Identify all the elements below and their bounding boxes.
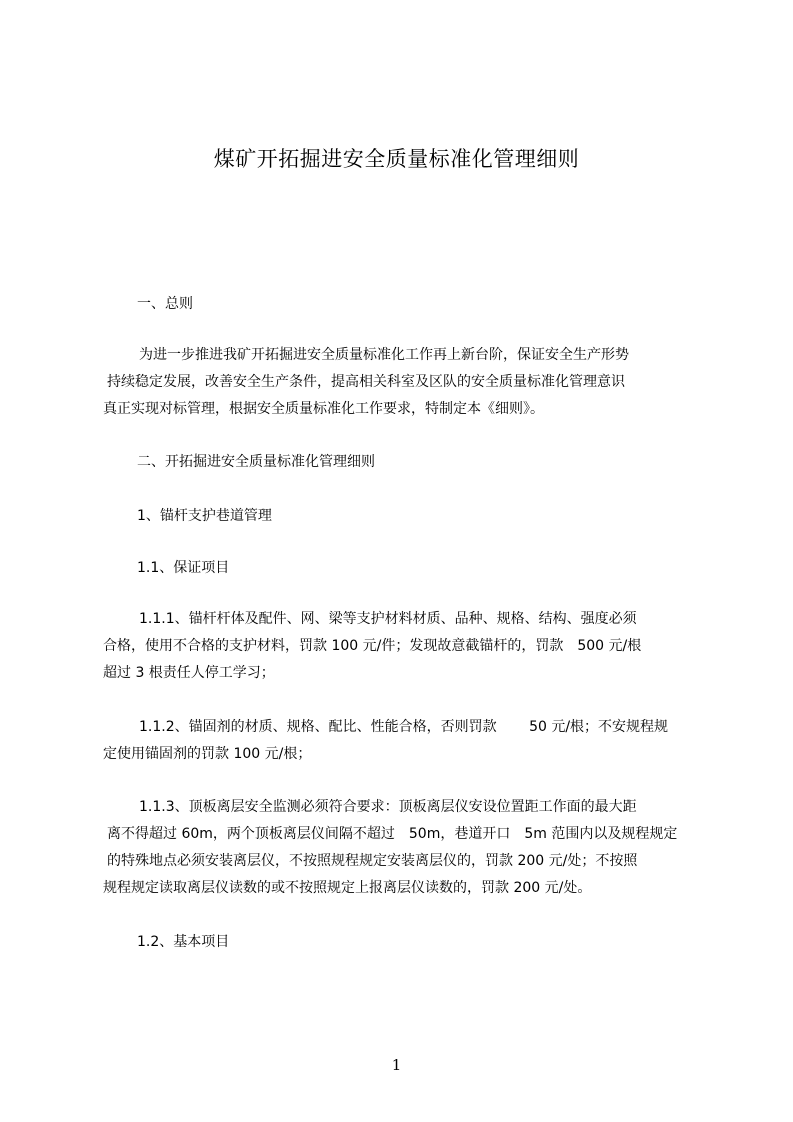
paragraph-item-1-1-1 [103, 606, 707, 687]
paragraph-general [103, 342, 707, 423]
paragraph-line: 1.1.1、锚杆杆体及配件、网、梁等支护材料材质、品种、规格、结构、强度必须 [139, 611, 637, 627]
page-number: 1 [391, 1056, 402, 1074]
paragraph-line: 持续稳定发展，改善安全生产条件，提高相关科室及区队的安全质量标准化管理意识 [107, 374, 625, 390]
section-heading-general: 一、总则 [137, 296, 193, 312]
document-title: 煤矿开拓掘进安全质量标准化管理细则 [213, 147, 580, 171]
section-heading-rules: 二、开拓掘进安全质量标准化管理细则 [137, 454, 375, 470]
paragraph-line: 离不得超过 60m，两个顶板离层仪间隔不超过 50m，巷道开口 5m 范围内以及规程规定 [107, 826, 678, 842]
paragraph-line: 合格，使用不合格的支护材料，罚款 100 元/件；发现故意截锚杆的，罚款 500 元/根 [103, 638, 642, 654]
paragraph-line: 真正实现对标管理，根据安全质量标准化工作要求，特制定本《细则》。 [103, 401, 544, 417]
paragraph-line: 规程规定读取离层仪读数的或不按照规定上报离层仪读数的，罚款 200 元/处。 [103, 880, 592, 896]
paragraph-item-1-1-2 [103, 714, 707, 768]
paragraph-line: 1.1.3、顶板离层安全监测必须符合要求：顶板离层仪安设位置距工作面的最大距 [139, 799, 637, 815]
paragraph-line: 为进一步推进我矿开拓掘进安全质量标准化工作再上新台阶，保证安全生产形势 [139, 347, 629, 363]
paragraph-item-1-1-3 [103, 794, 707, 902]
paragraph-line: 超过 3 根责任人停工学习； [103, 665, 275, 681]
subsection-heading-guarantee-items: 1.1、保证项目 [137, 560, 230, 576]
subsection-heading-bolt-support: 1、锚杆支护巷道管理 [137, 508, 272, 524]
paragraph-line: 定使用锚固剂的罚款 100 元/根； [103, 746, 312, 762]
paragraph-line: 的特殊地点必须安装离层仪，不按照规程规定安装离层仪的，罚款 200 元/处；不按照 [107, 853, 638, 869]
subsection-heading-basic-items: 1.2、基本项目 [137, 934, 230, 950]
paragraph-line: 1.1.2、锚固剂的材质、规格、配比、性能合格，否则罚款 50 元/根；不安规程规 [139, 719, 669, 735]
